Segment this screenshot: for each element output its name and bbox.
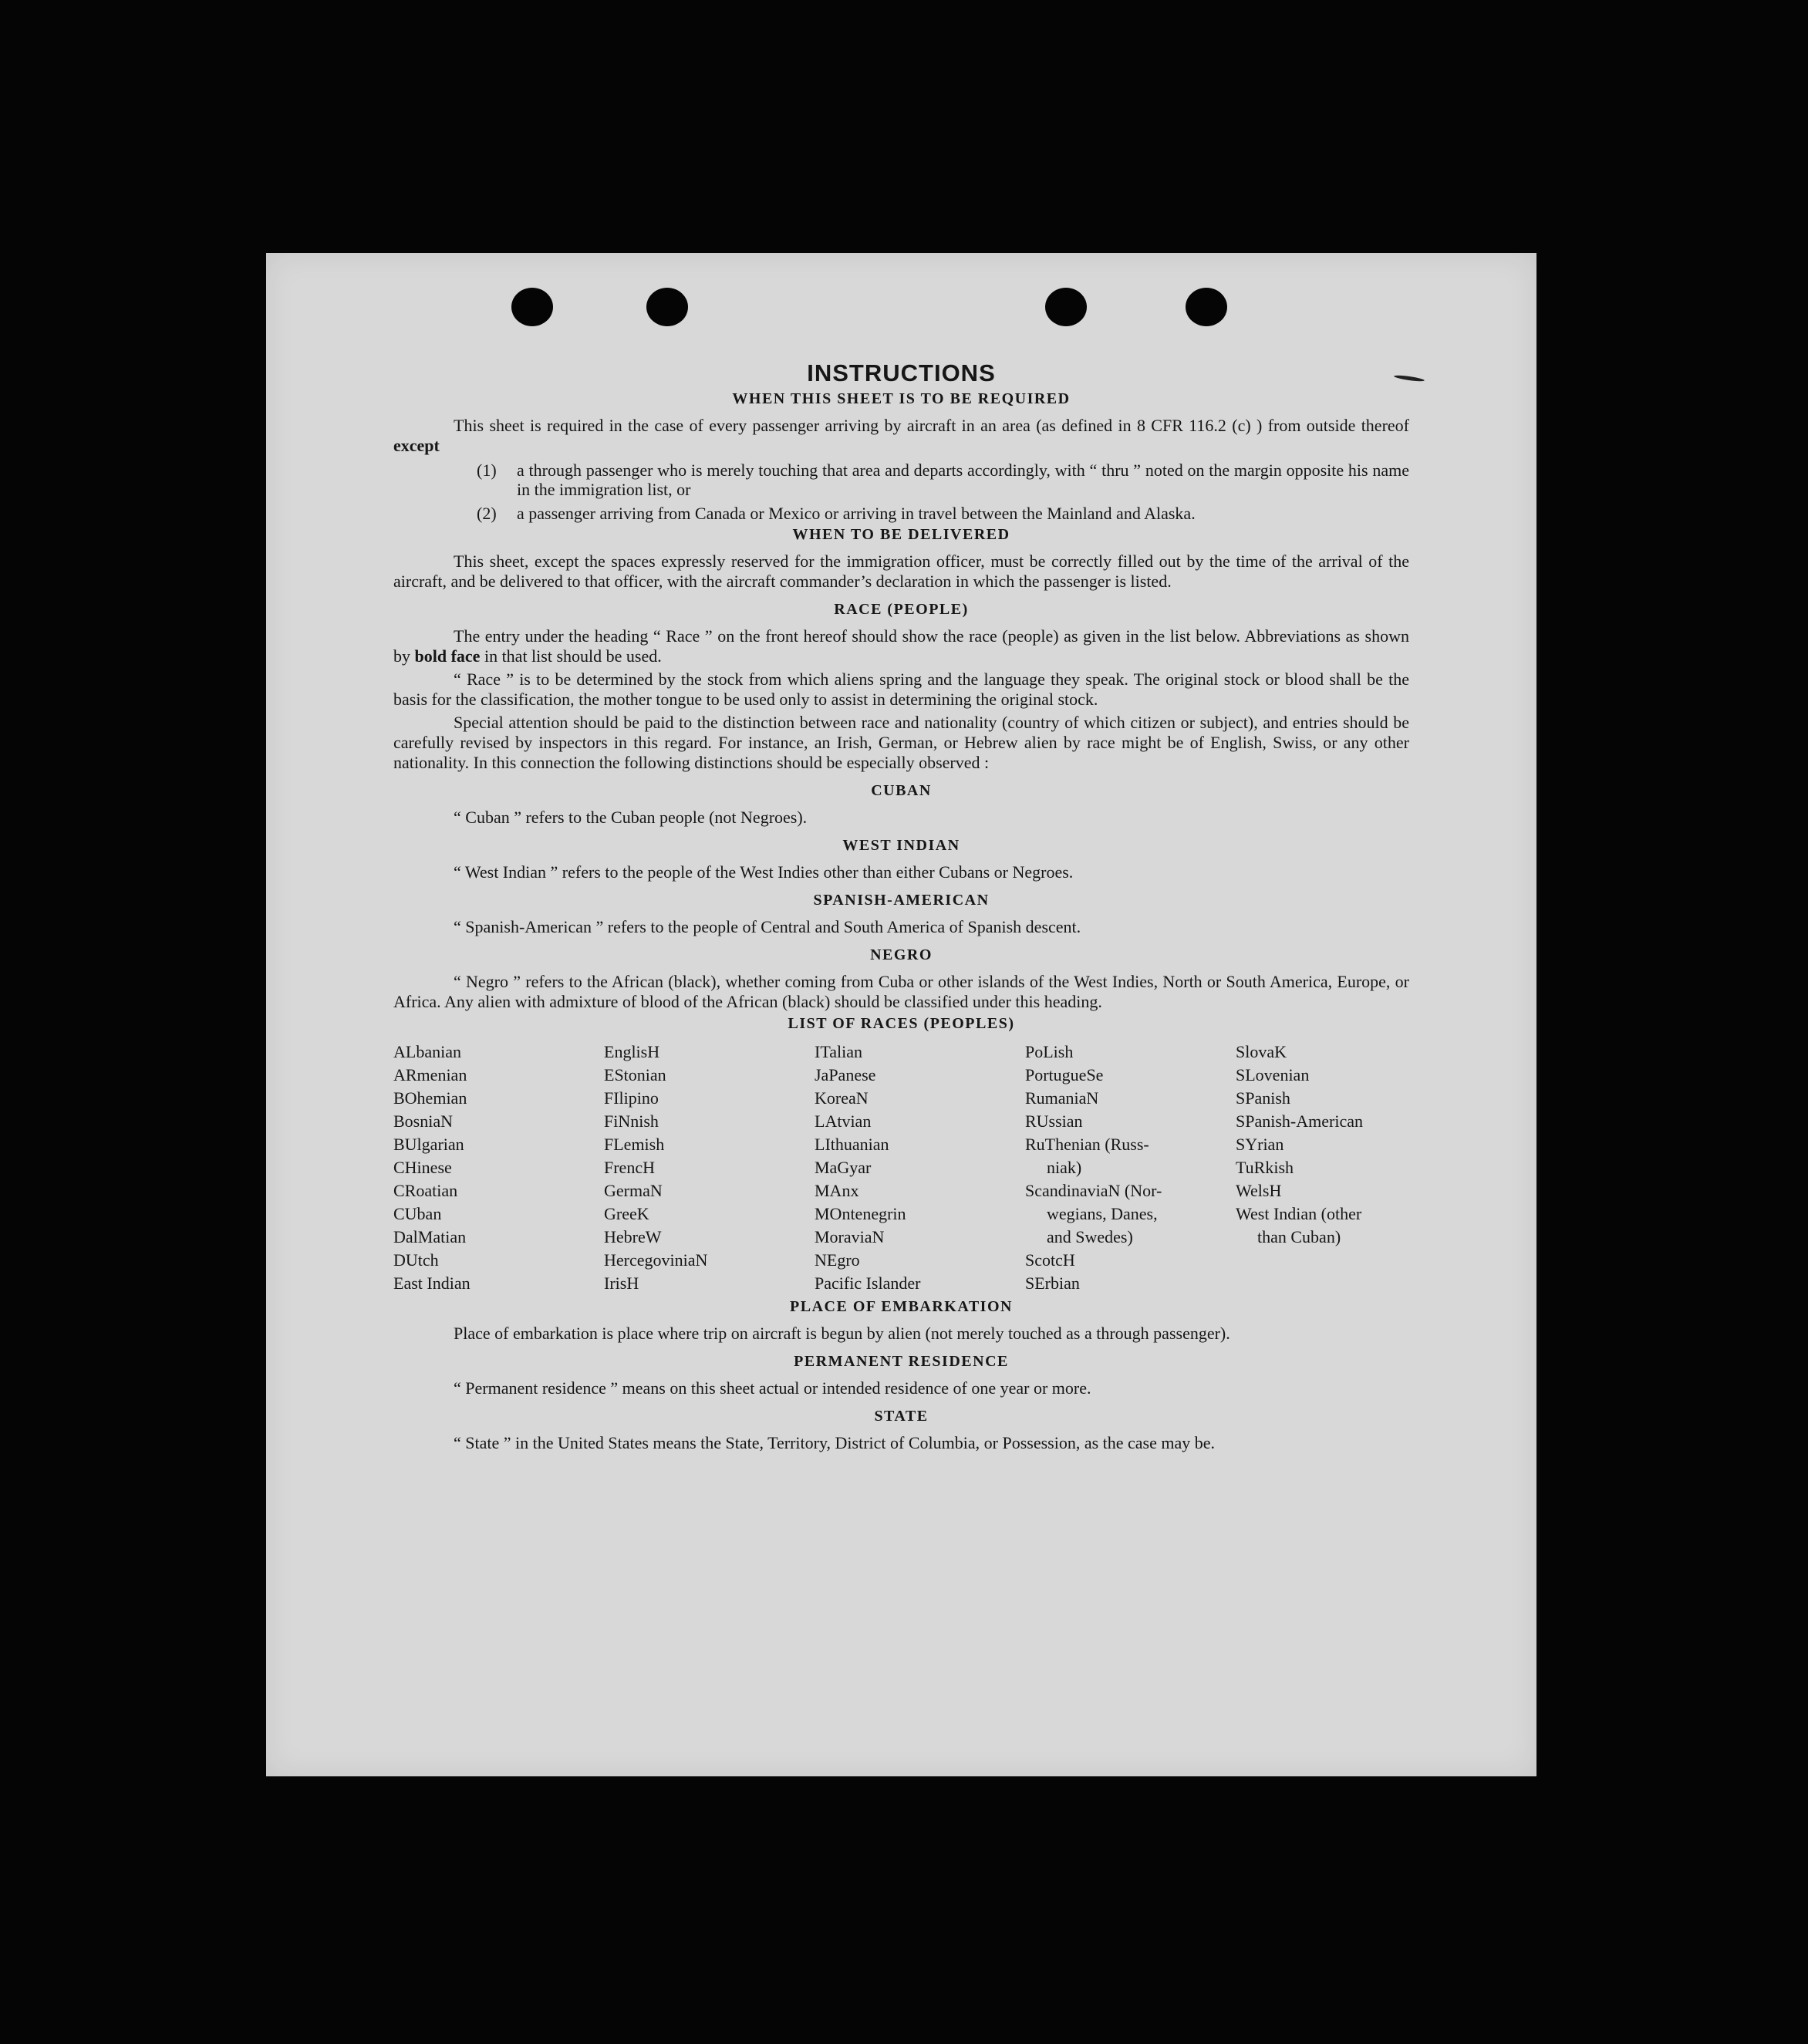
- race-entry: HercegoviniaN: [604, 1250, 708, 1270]
- race-paragraph-1: The entry under the heading “ Race ” on the front hereof should show the race (people) as given in the list below. Abbreviations as shown by bold face in that list should be used.: [393, 626, 1409, 666]
- race-entry: ITalian: [815, 1042, 862, 1061]
- race-entry: ScandinaviaN (Nor-: [1025, 1181, 1162, 1200]
- race-entry: JaPanese: [815, 1065, 876, 1084]
- section-heading-embarkation: PLACE OF EMBARKATION: [790, 1298, 1013, 1315]
- delivered-text: This sheet, except the spaces expressly reserved for the immigration officer, must be correctly filled out by the time of the arrival of the aircraft, and be delivered to that officer, with the aircraft commander’s declaration in which the passenger is listed.: [393, 551, 1409, 591]
- race-entry: ALbanian: [393, 1042, 461, 1061]
- section-heading-residence: PERMANENT RESIDENCE: [794, 1353, 1009, 1370]
- race-entry: MaGyar: [815, 1158, 872, 1177]
- race-entry: SYrian: [1236, 1135, 1284, 1154]
- race-entry: LAtvian: [815, 1111, 872, 1131]
- negro-text: “ Negro ” refers to the African (black), whether coming from Cuba or other islands of the West Indies, North or South America, Europe, or Africa. Any alien with admixture of blood of the African (black) should be classified under this heading.: [393, 972, 1409, 1011]
- race-entry: GermaN: [604, 1181, 663, 1200]
- embarkation-text: Place of embarkation is place where trip on aircraft is begun by alien (not merely touched as a through passenger).: [454, 1324, 1230, 1343]
- race-entry: SlovaK: [1236, 1042, 1287, 1061]
- section-heading-delivered: WHEN TO BE DELIVERED: [792, 526, 1010, 543]
- race-paragraph-3: Special attention should be paid to the distinction between race and nationality (country of which citizen or subject), and entries should be carefully revised by inspectors in this regard. For instance, an Irish, German, or Hebrew alien by race might be of English, Swiss, or any other nationality. In this connection the following distinctions should be especially observed :: [393, 713, 1409, 772]
- residence-text: “ Permanent residence ” means on this sheet actual or intended residence of one year or more.: [454, 1378, 1091, 1398]
- race-entry: LIthuanian: [815, 1135, 889, 1154]
- race-entry: RUssian: [1025, 1111, 1083, 1131]
- races-column: [604, 1041, 815, 1295]
- race-entry: and Swedes): [1047, 1227, 1133, 1246]
- race-entry: FrencH: [604, 1158, 655, 1177]
- race-entry: IrisH: [604, 1273, 639, 1293]
- race-entry: SErbian: [1025, 1273, 1080, 1293]
- page-title: INSTRUCTIONS: [807, 359, 996, 386]
- cuban-text: “ Cuban ” refers to the Cuban people (not Negroes).: [454, 808, 808, 827]
- race-paragraph-2: “ Race ” is to be determined by the stock from which aliens spring and the language they speak. The original stock or blood shall be the basis for the classification, the mother tongue to be used only to assist in determining the original stock.: [393, 670, 1409, 709]
- race-entry: PoLish: [1025, 1042, 1074, 1061]
- section-heading-spanish-american: SPANISH-AMERICAN: [813, 892, 990, 909]
- section-heading-west-indian: WEST INDIAN: [842, 837, 960, 854]
- punch-hole: [511, 288, 553, 326]
- race-entry: East Indian: [393, 1273, 471, 1293]
- race-entry: Pacific Islander: [815, 1273, 921, 1293]
- section-heading-required: WHEN THIS SHEET IS TO BE REQUIRED: [732, 390, 1071, 407]
- race-entry: FiNnish: [604, 1111, 659, 1131]
- race-entry: TuRkish: [1236, 1158, 1294, 1177]
- race-entry: DUtch: [393, 1250, 439, 1270]
- race-entry: MAnx: [815, 1181, 859, 1200]
- race-entry: KoreaN: [815, 1088, 869, 1108]
- races-column: [1025, 1041, 1236, 1295]
- race-entry: NEgro: [815, 1250, 860, 1270]
- list-item: (1) a through passenger who is merely touching that area and departs accordingly, with “ thru ” noted on the margin opposite his name in the immigration list, or: [477, 460, 1409, 499]
- race-entry: DalMatian: [393, 1227, 467, 1246]
- list-item: (2) a passenger arriving from Canada or Mexico or arriving in travel between the Mainland and Alaska.: [477, 504, 1196, 523]
- instructions-body: [393, 359, 1409, 1456]
- race-entry: BUlgarian: [393, 1135, 464, 1154]
- race-entry: than Cuban): [1257, 1227, 1341, 1246]
- race-entry: MoraviaN: [815, 1227, 885, 1246]
- race-entry: WelsH: [1236, 1181, 1282, 1200]
- section-heading-state: STATE: [874, 1408, 929, 1425]
- race-entry: BosniaN: [393, 1111, 453, 1131]
- punch-hole: [1045, 288, 1087, 326]
- race-entry: CUban: [393, 1204, 442, 1223]
- race-entry: FLemish: [604, 1135, 665, 1154]
- race-entry: MOntenegrin: [815, 1204, 906, 1223]
- race-entry: EStonian: [604, 1065, 666, 1084]
- race-entry: West Indian (other: [1236, 1204, 1362, 1223]
- punch-hole: [646, 288, 688, 326]
- race-entry: FIlipino: [604, 1088, 659, 1108]
- section-heading-list-of-races: LIST OF RACES (PEOPLES): [788, 1015, 1015, 1032]
- section-heading-race: RACE (PEOPLE): [834, 601, 969, 618]
- race-entry: wegians, Danes,: [1047, 1204, 1158, 1223]
- spanish-american-text: “ Spanish-American ” refers to the people of Central and South America of Spanish descent.: [454, 917, 1081, 936]
- section-heading-negro: NEGRO: [870, 946, 933, 963]
- race-entry: PortugueSe: [1025, 1065, 1104, 1084]
- state-text: “ State ” in the United States means the State, Territory, District of Columbia, or Possession, as the case may be.: [454, 1433, 1216, 1452]
- race-entry: HebreW: [604, 1227, 662, 1246]
- race-entry: GreeK: [604, 1204, 649, 1223]
- required-intro: This sheet is required in the case of every passenger arriving by aircraft in an area (as defined in 8 CFR 116.2 (c) ) from outside thereof except: [393, 416, 1409, 455]
- races-column: [393, 1041, 604, 1295]
- race-entry: SLovenian: [1236, 1065, 1310, 1084]
- race-entry: ARmenian: [393, 1065, 467, 1084]
- race-entry: SPanish-American: [1236, 1111, 1363, 1131]
- races-column: [815, 1041, 1025, 1295]
- document-sheet: [266, 253, 1536, 1776]
- race-entry: SPanish: [1236, 1088, 1290, 1108]
- race-entry: niak): [1047, 1158, 1082, 1177]
- west-indian-text: “ West Indian ” refers to the people of the West Indies other than either Cubans or Negroes.: [454, 862, 1074, 882]
- race-entry: BOhemian: [393, 1088, 467, 1108]
- race-entry: RumaniaN: [1025, 1088, 1099, 1108]
- race-entry: ScotcH: [1025, 1250, 1075, 1270]
- race-entry: CRoatian: [393, 1181, 458, 1200]
- race-entry: RuThenian (Russ-: [1025, 1135, 1149, 1154]
- punch-hole: [1186, 288, 1227, 326]
- section-heading-cuban: CUBAN: [871, 782, 932, 799]
- race-entry: CHinese: [393, 1158, 452, 1177]
- races-table: [393, 1041, 1409, 1295]
- races-column: [1236, 1041, 1409, 1295]
- race-entry: EnglisH: [604, 1042, 660, 1061]
